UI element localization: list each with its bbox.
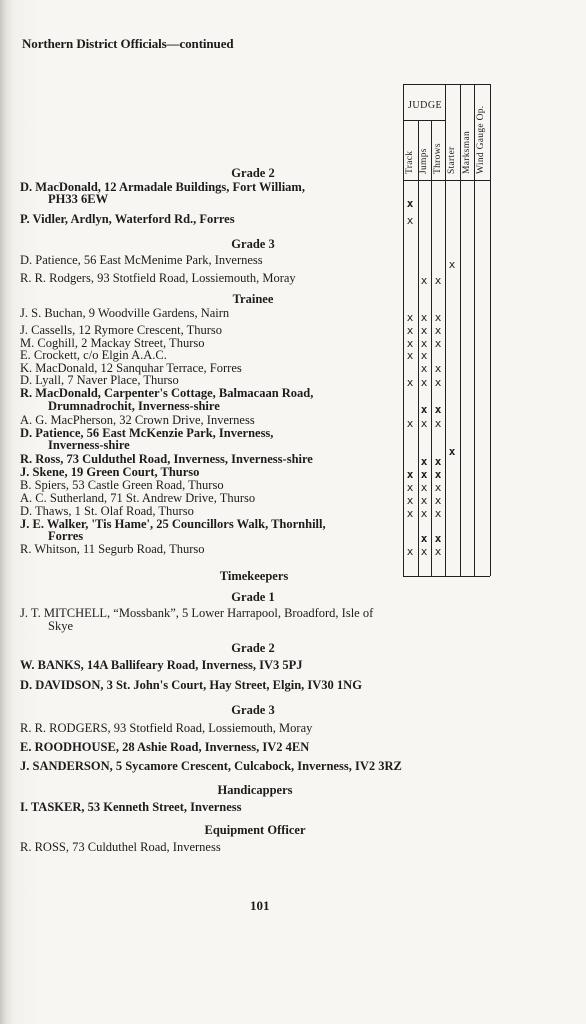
section-heading-grade3: Grade 3 [231, 237, 275, 251]
entry-line: R. R. RODGERS, 93 Stotfield Road, Lossiemouth, Moray [20, 721, 313, 735]
judge-mark: x [434, 324, 442, 337]
entry-line-continued: Inverness-shire [48, 438, 130, 452]
entry-line: R. R. Rodgers, 93 Stotfield Road, Lossiemouth, Moray [20, 271, 296, 285]
entry-line: J. Skene, 19 Green Court, Thurso [20, 465, 200, 479]
judge-mark: x [420, 481, 428, 494]
judge-mark: x [406, 417, 414, 430]
running-head: Northern District Officials—continued [22, 36, 234, 51]
entry-line: A. G. MacPherson, 32 Crown Drive, Inverness [20, 413, 255, 427]
entry-line-continued: Forres [48, 529, 84, 543]
judge-mark: x [434, 545, 442, 558]
entry-line: J. E. Walker, 'Tis Hame', 25 Councillors Walk, Thornhill, [20, 517, 326, 531]
entry-line: J. Cassells, 12 Rymore Crescent, Thurso [20, 323, 223, 337]
judge-mark: x [406, 337, 414, 350]
entry-line: K. MacDonald, 12 Sanquhar Terrace, Forres [20, 361, 242, 375]
entry-line: R. MacDonald, Carpenter's Cottage, Balmacaan Road, [20, 386, 314, 400]
column-header-jumps: Jumps [419, 148, 429, 174]
judge-mark: x [406, 349, 414, 362]
page-number: 101 [250, 898, 270, 913]
judge-mark: x [406, 324, 414, 337]
entry-line: E. Crockett, c/o Elgin A.A.C. [20, 348, 167, 362]
judge-mark: x [448, 445, 456, 458]
column-header-wind-gauge: Wind Gauge Op. [476, 105, 486, 174]
judge-mark: x [420, 468, 428, 481]
entry-line: P. Vidler, Ardlyn, Waterford Rd., Forres [20, 212, 235, 226]
section-heading-equipment-officer: Equipment Officer [204, 823, 306, 837]
judge-mark: x [434, 507, 442, 520]
entry-line: R. Whitson, 11 Segurb Road, Thurso [20, 542, 205, 556]
judge-mark: x [434, 481, 442, 494]
entry-line: J. S. Buchan, 9 Woodville Gardens, Nairn [20, 306, 230, 320]
entry-line: D. Thaws, 1 St. Olaf Road, Thurso [20, 504, 194, 518]
judge-mark: x [420, 455, 428, 468]
judge-mark: x [406, 376, 414, 389]
judge-mark: x [434, 494, 442, 507]
entry-line: D. DAVIDSON, 3 St. John's Court, Hay Street, Elgin, IV30 1NG [20, 678, 362, 692]
entry-line: M. Coghill, 2 Mackay Street, Thurso [20, 336, 205, 350]
judge-mark: x [420, 403, 428, 416]
entry-line: D. Patience, 56 East McMenime Park, Inverness [20, 253, 263, 267]
section-heading-handicappers: Handicappers [217, 783, 293, 797]
judge-mark: x [434, 376, 442, 389]
column-header-starter: Starter [447, 146, 457, 174]
entry-line-continued: Skye [48, 619, 73, 633]
judge-mark: x [406, 468, 414, 481]
judge-mark: x [448, 258, 456, 271]
judge-mark: x [434, 311, 442, 324]
entry-line: R. Ross, 73 Culduthel Road, Inverness, Inverness-shire [20, 452, 313, 466]
judge-mark: x [406, 214, 414, 227]
judge-mark: x [434, 455, 442, 468]
judge-group-label: JUDGE [408, 100, 443, 111]
column-header-track: Track [405, 150, 415, 174]
section-heading-grade2: Grade 2 [231, 166, 275, 180]
judge-mark: x [420, 337, 428, 350]
entry-line: R. ROSS, 73 Culduthel Road, Inverness [20, 840, 221, 854]
entry-line-continued: PH33 6EW [48, 192, 109, 206]
column-header-throws: Throws [433, 143, 443, 174]
judge-mark: x [420, 417, 428, 430]
judge-mark: x [406, 481, 414, 494]
judge-mark: x [420, 376, 428, 389]
judge-mark: x [434, 403, 442, 416]
judge-mark: x [420, 324, 428, 337]
entry-line: A. C. Sutherland, 71 St. Andrew Drive, Thurso [20, 491, 256, 505]
section-heading-trainee: Trainee [232, 292, 274, 306]
entry-line: D. Lyall, 7 Naver Place, Thurso [20, 373, 179, 387]
section-heading-tk-grade2: Grade 2 [231, 641, 275, 655]
judge-mark: x [434, 337, 442, 350]
judge-mark: x [420, 532, 428, 545]
section-heading-tk-grade3: Grade 3 [231, 703, 275, 717]
judge-mark: x [420, 349, 428, 362]
entry-line: B. Spiers, 53 Castle Green Road, Thurso [20, 478, 224, 492]
entry-line: I. TASKER, 53 Kenneth Street, Inverness [20, 800, 242, 814]
entry-line: J. SANDERSON, 5 Sycamore Crescent, Culcabock, Inverness, IV2 3RZ [20, 759, 402, 773]
entry-line: J. T. MITCHELL, “Mossbank”, 5 Lower Harrapool, Broadford, Isle of [20, 606, 374, 620]
judge-mark: x [420, 362, 428, 375]
judge-mark: x [420, 545, 428, 558]
judge-mark: x [420, 311, 428, 324]
judge-mark: x [406, 494, 414, 507]
judge-mark: x [406, 545, 414, 558]
judge-mark: x [406, 197, 414, 210]
judge-mark: x [420, 494, 428, 507]
judge-mark: x [406, 311, 414, 324]
judge-mark: x [420, 274, 428, 287]
judge-mark: x [434, 468, 442, 481]
entry-line: D. Patience, 56 East McKenzie Park, Inverness, [20, 426, 274, 440]
entry-line: E. ROODHOUSE, 28 Ashie Road, Inverness, IV2 4EN [20, 740, 310, 754]
judge-mark: x [434, 532, 442, 545]
judge-mark: x [434, 362, 442, 375]
entry-line: D. MacDonald, 12 Armadale Buildings, Fort William, [20, 180, 305, 194]
column-header-marksman: Marksman [462, 130, 472, 174]
judge-mark: x [434, 274, 442, 287]
judge-mark: x [434, 417, 442, 430]
entry-line: W. BANKS, 14A Ballifeary Road, Inverness, IV3 5PJ [20, 658, 303, 672]
section-heading-tk-grade1: Grade 1 [231, 590, 275, 604]
entry-line-continued: Drumnadrochit, Inverness-shire [48, 399, 220, 413]
section-heading-timekeepers: Timekeepers [219, 569, 289, 583]
judge-mark: x [420, 507, 428, 520]
judge-mark: x [406, 507, 414, 520]
